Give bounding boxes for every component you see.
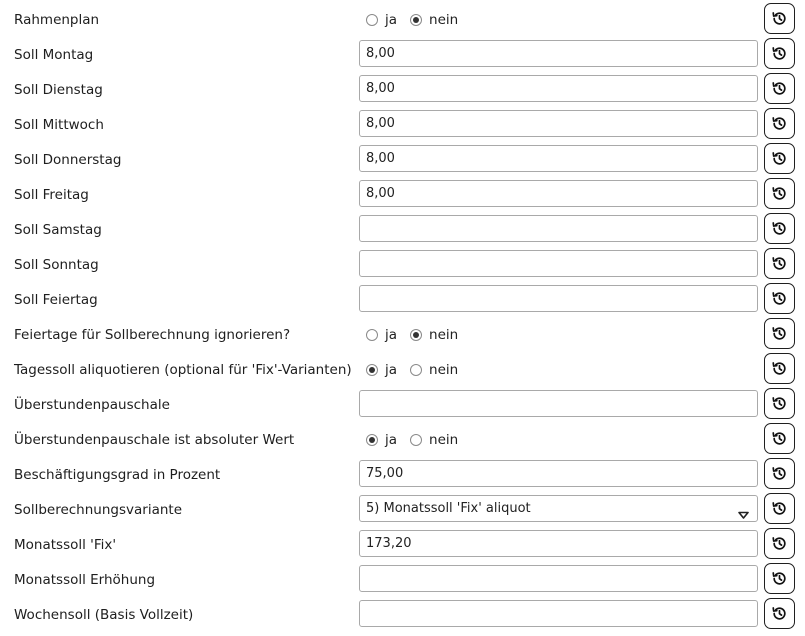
radio-group <box>366 350 471 385</box>
history-button[interactable] <box>764 248 795 279</box>
text-input[interactable] <box>359 600 758 627</box>
select-dropdown[interactable] <box>359 495 758 522</box>
history-icon <box>771 465 788 482</box>
text-input[interactable] <box>359 565 758 592</box>
history-icon <box>771 255 788 272</box>
text-input[interactable] <box>359 250 758 277</box>
form-row <box>0 420 805 455</box>
radio-label: nein <box>429 11 459 28</box>
history-icon <box>771 395 788 412</box>
field-label: Soll Sonntag <box>14 257 99 273</box>
field-label: Soll Feiertag <box>14 292 98 308</box>
chevron-down-icon <box>738 504 749 513</box>
radio-option-ja[interactable] <box>366 327 397 343</box>
field-label: Wochensoll (Basis Vollzeit) <box>14 607 194 623</box>
form-row <box>0 350 805 385</box>
history-button[interactable] <box>764 423 795 454</box>
history-button[interactable] <box>764 143 795 174</box>
text-input[interactable] <box>359 285 758 312</box>
text-input[interactable] <box>359 390 758 417</box>
history-icon <box>771 535 788 552</box>
history-icon <box>771 10 788 27</box>
form-row <box>0 280 805 315</box>
select-value: 5) Monatssoll 'Fix' aliquot <box>366 501 531 516</box>
history-icon <box>771 430 788 447</box>
history-button[interactable] <box>764 563 795 594</box>
form-row <box>0 105 805 140</box>
field-label: Überstundenpauschale ist absoluter Wert <box>14 432 295 448</box>
radio-option-nein[interactable] <box>410 432 458 448</box>
history-button[interactable] <box>764 353 795 384</box>
field-label: Soll Freitag <box>14 187 89 203</box>
radio-option-nein[interactable] <box>410 12 458 28</box>
radio-group <box>366 315 471 350</box>
radio-option-nein[interactable] <box>410 327 458 343</box>
radio-button[interactable] <box>366 434 378 446</box>
radio-label: ja <box>385 431 398 448</box>
form-row <box>0 315 805 350</box>
field-label: Überstundenpauschale <box>14 397 170 413</box>
form-row <box>0 490 805 525</box>
radio-button[interactable] <box>410 329 422 341</box>
field-label: Rahmenplan <box>14 12 100 28</box>
form-row <box>0 245 805 280</box>
radio-label: nein <box>429 326 459 343</box>
radio-option-nein[interactable] <box>410 362 458 378</box>
text-input[interactable]: 75,00 <box>359 460 758 487</box>
radio-button[interactable] <box>410 364 422 376</box>
history-button[interactable] <box>764 458 795 489</box>
radio-label: ja <box>385 11 398 28</box>
text-input[interactable] <box>359 215 758 242</box>
history-button[interactable] <box>764 38 795 69</box>
field-label: Monatssoll 'Fix' <box>14 537 117 553</box>
history-icon <box>771 115 788 132</box>
history-icon <box>771 360 788 377</box>
history-button[interactable] <box>764 493 795 524</box>
history-button[interactable] <box>764 73 795 104</box>
history-icon <box>771 290 788 307</box>
history-button[interactable] <box>764 318 795 349</box>
history-icon <box>771 570 788 587</box>
text-input[interactable]: 8,00 <box>359 110 758 137</box>
form-row <box>0 560 805 595</box>
radio-group <box>366 420 471 455</box>
radio-option-ja[interactable] <box>366 432 397 448</box>
history-icon <box>771 220 788 237</box>
history-button[interactable] <box>764 178 795 209</box>
text-input[interactable]: 173,20 <box>359 530 758 557</box>
history-button[interactable] <box>764 3 795 34</box>
text-input[interactable]: 8,00 <box>359 180 758 207</box>
field-label: Monatssoll Erhöhung <box>14 572 156 588</box>
history-button[interactable] <box>764 388 795 419</box>
form-row <box>0 0 805 35</box>
history-icon <box>771 605 788 622</box>
radio-option-ja[interactable] <box>366 362 397 378</box>
form-row <box>0 140 805 175</box>
field-label: Soll Dienstag <box>14 82 103 98</box>
radio-label: ja <box>385 326 398 343</box>
history-button[interactable] <box>764 213 795 244</box>
radio-label: ja <box>385 361 398 378</box>
field-label: Feiertage für Sollberechnung ignorieren? <box>14 327 291 343</box>
history-icon <box>771 325 788 342</box>
form-row <box>0 595 805 630</box>
text-input[interactable]: 8,00 <box>359 145 758 172</box>
radio-label: nein <box>429 361 459 378</box>
field-label: Soll Mittwoch <box>14 117 104 133</box>
form-row <box>0 525 805 560</box>
radio-group <box>366 0 471 35</box>
history-icon <box>771 500 788 517</box>
radio-label: nein <box>429 431 459 448</box>
history-icon <box>771 80 788 97</box>
form-row <box>0 35 805 70</box>
history-icon <box>771 150 788 167</box>
radio-option-ja[interactable] <box>366 12 397 28</box>
form-row <box>0 175 805 210</box>
radio-button[interactable] <box>366 14 378 26</box>
history-button[interactable] <box>764 528 795 559</box>
radio-button[interactable] <box>366 364 378 376</box>
field-label: Beschäftigungsgrad in Prozent <box>14 467 221 483</box>
field-label: Sollberechnungsvariante <box>14 502 183 518</box>
text-input[interactable]: 8,00 <box>359 40 758 67</box>
field-label: Soll Samstag <box>14 222 102 238</box>
history-button[interactable] <box>764 283 795 314</box>
radio-button[interactable] <box>410 14 422 26</box>
field-label: Tagessoll aliquotieren (optional für 'Fix'-Varianten) <box>14 362 352 378</box>
form-row <box>0 210 805 245</box>
radio-button[interactable] <box>410 434 422 446</box>
history-icon <box>771 45 788 62</box>
field-label: Soll Donnerstag <box>14 152 122 168</box>
field-label: Soll Montag <box>14 47 94 63</box>
history-button[interactable] <box>764 108 795 139</box>
form-row <box>0 455 805 490</box>
form-row <box>0 70 805 105</box>
history-icon <box>771 185 788 202</box>
history-button[interactable] <box>764 598 795 629</box>
radio-button[interactable] <box>366 329 378 341</box>
form-row <box>0 385 805 420</box>
text-input[interactable]: 8,00 <box>359 75 758 102</box>
